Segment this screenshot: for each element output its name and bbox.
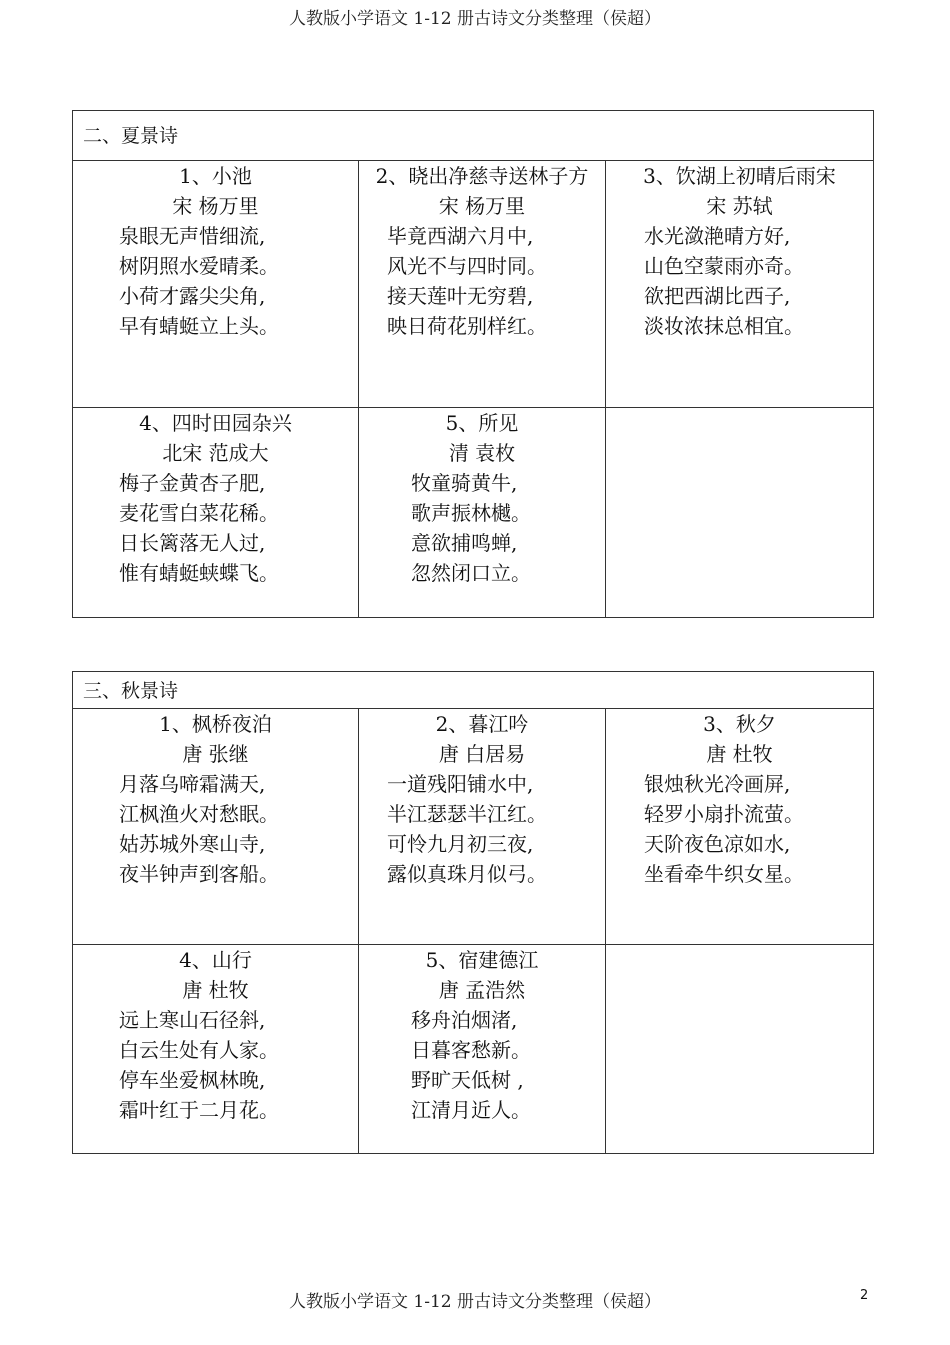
poem-title: 1、枫桥夜泊 xyxy=(159,712,272,736)
poem-title: 3、饮湖上初晴后雨宋 xyxy=(643,164,836,188)
poem-author: 北宋 范成大 xyxy=(162,441,269,465)
poem-line: 接天莲叶无穷碧, xyxy=(387,284,534,308)
poem-line: 移舟泊烟渚, xyxy=(411,1008,518,1032)
poem-title: 5、宿建德江 xyxy=(425,948,539,972)
autumn-poems-table xyxy=(72,671,874,1154)
poem-line: 牧童骑黄牛, xyxy=(411,471,518,495)
poem-cell xyxy=(73,161,359,408)
poem-line: 天阶夜色凉如水, xyxy=(644,832,791,856)
poem-line: 映日荷花别样红。 xyxy=(387,314,547,338)
poem-author: 唐 张继 xyxy=(182,742,249,766)
poem-line: 早有蜻蜓立上头。 xyxy=(119,314,279,338)
poem-line: 白云生处有人家。 xyxy=(119,1038,279,1062)
poem-author: 唐 杜牧 xyxy=(182,978,249,1002)
page-footer: 人教版小学语文 1-12 册古诗文分类整理（侯超） xyxy=(289,1292,661,1312)
poem-line: 泉眼无声惜细流, xyxy=(119,224,266,248)
poem-cell xyxy=(73,408,359,618)
poem-line: 霜叶红于二月花。 xyxy=(119,1098,279,1122)
poem-cell xyxy=(359,408,606,618)
poem-line: 淡妆浓抹总相宜。 xyxy=(644,314,804,338)
poem-line: 欲把西湖比西子, xyxy=(644,284,791,308)
poem-line: 轻罗小扇扑流萤。 xyxy=(644,802,804,826)
poem-line: 一道残阳铺水中, xyxy=(387,772,534,796)
section-title-autumn: 三、秋景诗 xyxy=(73,672,874,709)
poem-author: 唐 杜牧 xyxy=(706,742,773,766)
poem-cell xyxy=(73,945,359,1154)
poem-line: 姑苏城外寒山寺, xyxy=(119,832,266,856)
poem-title: 1、小池 xyxy=(179,164,252,188)
poem-author: 清 袁枚 xyxy=(448,441,516,465)
poem-title: 5、所见 xyxy=(445,411,519,435)
page-header: 人教版小学语文 1-12 册古诗文分类整理（侯超） xyxy=(289,9,661,29)
empty-cell xyxy=(606,945,874,1154)
poem-line: 坐看牵牛织女星。 xyxy=(644,862,804,886)
poem-line: 水光潋滟晴方好, xyxy=(644,224,791,248)
poem-line: 歌声振林樾。 xyxy=(411,501,531,525)
poem-line: 夜半钟声到客船。 xyxy=(119,862,279,886)
poem-title: 2、暮江吟 xyxy=(435,712,529,736)
poem-author: 宋 苏轼 xyxy=(706,194,773,218)
empty-cell xyxy=(606,408,874,618)
poem-author: 唐 白居易 xyxy=(438,742,526,766)
poem-cell xyxy=(359,709,606,945)
poem-title: 2、晓出净慈寺送林子方 xyxy=(375,164,589,188)
poem-line: 日长篱落无人过, xyxy=(119,531,266,555)
poem-line: 半江瑟瑟半江红。 xyxy=(387,802,547,826)
poem-line: 忽然闭口立。 xyxy=(411,561,531,585)
poem-line: 停车坐爱枫林晚, xyxy=(119,1068,266,1092)
poem-title: 4、四时田园杂兴 xyxy=(139,411,292,435)
poem-line: 麦花雪白菜花稀。 xyxy=(119,501,279,525)
poem-author: 宋 杨万里 xyxy=(438,194,526,218)
poem-line: 山色空蒙雨亦奇。 xyxy=(644,254,804,278)
poem-line: 梅子金黄杏子肥, xyxy=(119,471,266,495)
poem-line: 银烛秋光冷画屏, xyxy=(644,772,791,796)
poem-line: 意欲捕鸣蝉, xyxy=(411,531,518,555)
poem-line: 日暮客愁新。 xyxy=(411,1038,531,1062)
poem-line: 惟有蜻蜓蛱蝶飞。 xyxy=(119,561,279,585)
poem-author: 唐 孟浩然 xyxy=(438,978,526,1002)
section-title-summer: 二、夏景诗 xyxy=(73,111,874,161)
poem-line: 江清月近人。 xyxy=(411,1098,531,1122)
poem-line: 江枫渔火对愁眠。 xyxy=(119,802,279,826)
poem-cell xyxy=(73,709,359,945)
page-number: 2 xyxy=(860,1288,869,1303)
poem-title: 4、山行 xyxy=(179,948,252,972)
poem-cell xyxy=(606,709,874,945)
poem-cell xyxy=(606,161,874,408)
poem-line: 风光不与四时同。 xyxy=(387,254,547,278)
poem-line: 月落乌啼霜满天, xyxy=(119,772,266,796)
poem-author: 宋 杨万里 xyxy=(172,194,259,218)
poem-line: 可怜九月初三夜, xyxy=(387,832,534,856)
poem-line: 远上寒山石径斜, xyxy=(119,1008,266,1032)
poem-line: 露似真珠月似弓。 xyxy=(387,862,547,886)
poem-cell xyxy=(359,161,606,408)
summer-poems-table xyxy=(72,110,874,618)
poem-line: 野旷天低树 , xyxy=(411,1068,524,1092)
poem-line: 树阴照水爱晴柔。 xyxy=(119,254,279,278)
poem-title: 3、秋夕 xyxy=(703,712,776,736)
poem-cell xyxy=(359,945,606,1154)
poem-line: 小荷才露尖尖角, xyxy=(119,284,266,308)
poem-line: 毕竟西湖六月中, xyxy=(387,224,534,248)
